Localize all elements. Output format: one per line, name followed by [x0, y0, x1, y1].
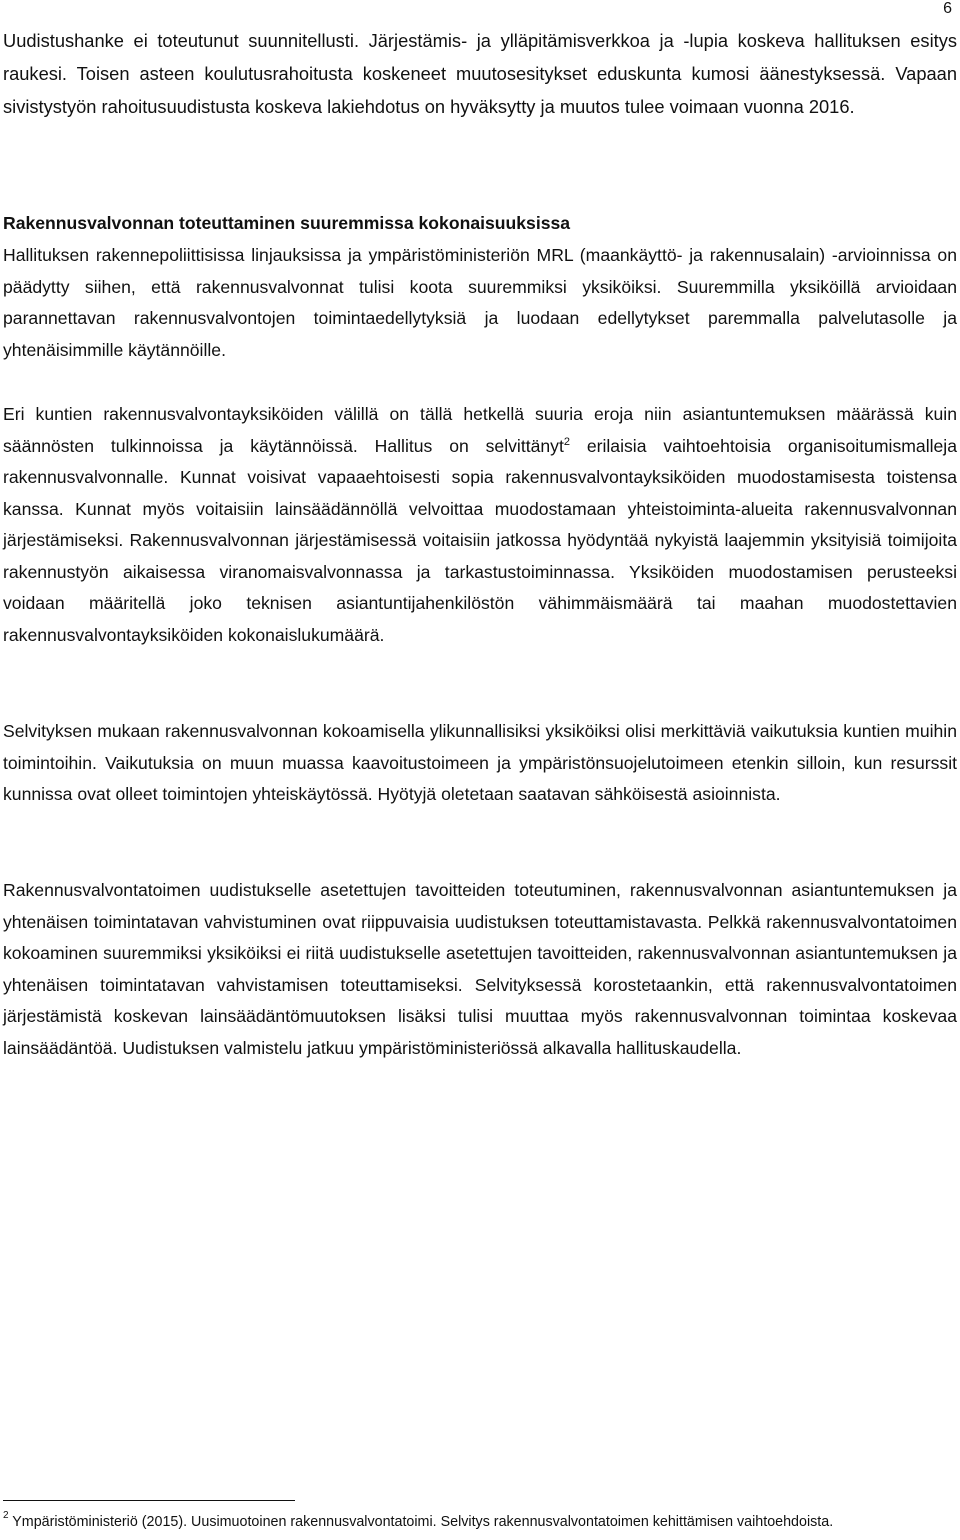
paragraph-2-after-ref: erilaisia vaihtoehtoisia organisoitumismalleja rakennusvalvonnalle. Kunnat voisivat vapaaehtoisesti sopia rakennusvalvontayksiköiden muodostamisesta toistensa kanssa. Kunnat myös voitaisiin lainsäädännöllä velvoittaa muodostamaan yhteistoiminta-alueita rakennusvalvonnan järjestämiseksi. Rakennusvalvonnan järjestämisessä voitaisiin jatkossa hyödyntää nykyistä laajemmin yksityisiä toimijoita rakennustyön aikaisessa viranomaisvalvonnassa ja tarkastustoiminnassa. Yksiköiden muodostamisen perusteeksi voidaan määritellä joko teknisen asiantuntijahenkilöstön vähimmäismäärä tai maahan muodostettavien rakennusvalvontayksiköiden kokonaislukumäärä. — [3, 435, 957, 645]
paragraph-4: Rakennusvalvontatoimen uudistukselle asetettujen tavoitteiden toteutuminen, rakennusvalvonnan asiantuntemuksen ja yhtenäisen toimintatavan vahvistuminen ovat riippuvaisia uudistuksen toteuttamistavasta. Pelkkä rakennusvalvontatoimen kokoaminen suuremmiksi yksiköiksi ei riitä uudistukselle asetettujen tavoitteiden, rakennusvalvonnan asiantuntemuksen ja yhtenäisen toimintatavan vahvistamisen toteuttamiseksi. Selvityksessä korostetaankin, että rakennusvalvontatoimen järjestämistä koskevan lainsäädäntömuutoksen lisäksi tulisi muuttaa myös rakennusvalvonnan toimintaa koskevaa lainsäädäntöä. Uudistuksen valmistelu jatkuu ympäristöministeriössä alkavalla hallituskaudella. — [3, 880, 957, 1058]
paragraph-2 — [3, 399, 957, 651]
paragraph-1: Hallituksen rakennepoliittisissa linjauksissa ja ympäristöministeriön MRL (maankäyttö- ja rakennusalain) -arvioinnissa on päädytty siihen, että rakennusvalvonnat tulisi koota suuremmiksi yksiköiksi. Suuremmilla yksiköillä arvioidaan parannettavan rakennusvalvontojen toimintaedellytyksiä ja luodaan edellytykset paremmalla palvelutasolle ja yhtenäisimmille käytännöille. — [3, 245, 957, 360]
footnote-divider — [3, 1500, 295, 1501]
footnote — [3, 1512, 833, 1532]
section-heading: Rakennusvalvonnan toteuttaminen suuremmissa kokonaisuuksissa — [3, 213, 571, 233]
intro-paragraph: Uudistushanke ei toteutunut suunnitellusti. Järjestämis- ja ylläpitämisverkkoa ja -lupia koskeva hallituksen esitys raukesi. Toisen asteen koulutusrahoitusta koskeneet muutosesitykset eduskunta kumosi äänestyksessä. Vapaan sivistystyön rahoitusuudistusta koskeva lakiehdotus on hyväksytty ja muutos tulee voimaan vuonna 2016. — [3, 30, 957, 117]
footnote-marker: 2 — [3, 1510, 9, 1521]
footnote-text: Ympäristöministeriö (2015). Uusimuotoinen rakennusvalvontatoimi. Selvitys rakennusvalvontatoimen kehittämisen vaihtoehdoista. — [8, 1514, 834, 1530]
footnote-reference: 2 — [563, 435, 570, 448]
page-number: 6 — [943, 0, 952, 17]
paragraph-3: Selvityksen mukaan rakennusvalvonnan kokoamisella ylikunnallisiksi yksiköiksi olisi merkittäviä vaikutuksia kuntien muihin toimintoihin. Vaikutuksia on muun muassa kaavoitustoimeen ja ympäristönsuojelutoimeen etenkin silloin, kun resurssit kunnissa ovat olleet toimintojen yhteiskäytössä. Hyötyjä oletetaan saatavan sähköisestä asioinnista. — [3, 721, 957, 804]
paragraph-2-before-ref: Eri kuntien rakennusvalvontayksiköiden välillä on tällä hetkellä suuria eroja niin asiantuntemuksen määrässä kuin säännösten tulkinnoissa ja käytännöissä. Hallitus on selvittänyt — [3, 404, 957, 456]
